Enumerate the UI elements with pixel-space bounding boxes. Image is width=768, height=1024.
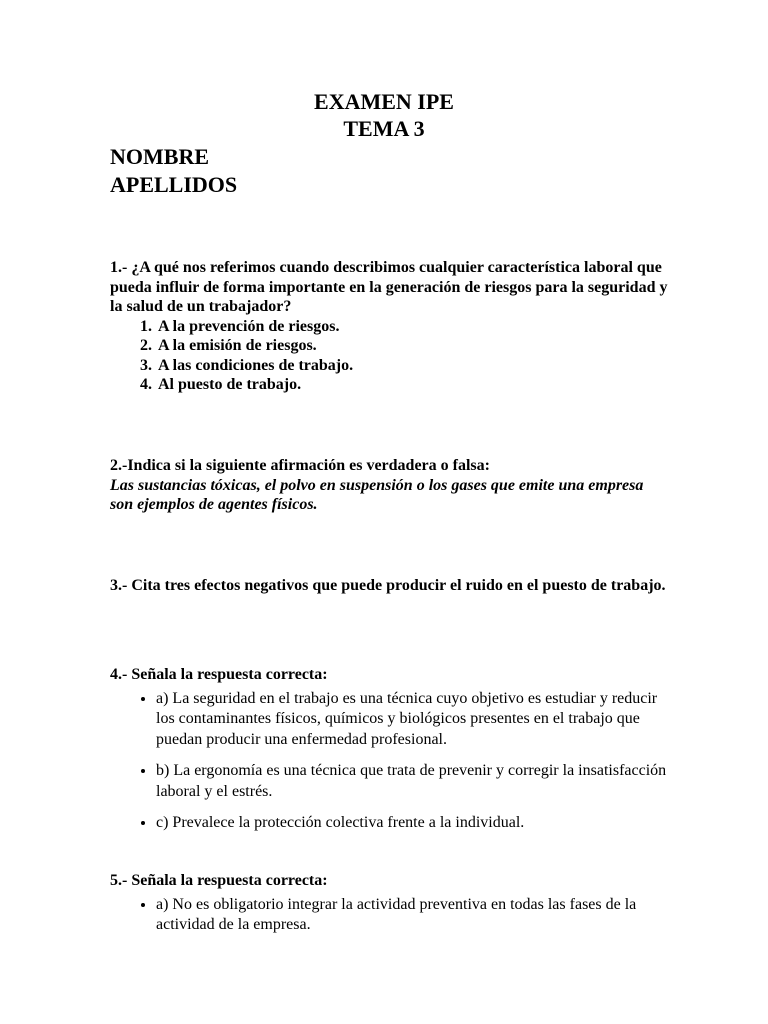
question-4-option: • a) La seguridad en el trabajo es una técnica cuyo objetivo es estudiar y reducir los contaminantes físicos, químicos y biológicos presentes en el trabajo que puedan producir una enfermedad profesional.	[156, 689, 670, 751]
question-4-options	[110, 689, 670, 834]
question-1-option: 2. A la emisión de riesgos.	[156, 336, 670, 356]
question-5-stem: 5.- Señala la respuesta correcta:	[110, 872, 328, 889]
question-1-option: 3. A las condiciones de trabajo.	[156, 356, 670, 376]
title-line-2: TEMA 3	[343, 116, 425, 141]
question-2-stem: 2.-Indica si la siguiente afirmación es verdadera o falsa:	[110, 457, 490, 474]
question-1	[110, 258, 670, 395]
apellidos-label: APELLIDOS	[110, 172, 238, 197]
exam-title	[0, 88, 768, 142]
question-5-option: • a) No es obligatorio integrar la actividad preventiva en todas las fases de la actividad de la empresa.	[156, 895, 670, 936]
question-2	[110, 456, 670, 515]
question-3	[110, 576, 670, 596]
question-1-option: 4. Al puesto de trabajo.	[156, 375, 670, 395]
nombre-label: NOMBRE	[110, 144, 209, 169]
question-3-stem: 3.- Cita tres efectos negativos que puede producir el ruido en el puesto de trabajo.	[110, 577, 666, 594]
question-5	[110, 871, 670, 947]
question-1-options	[110, 317, 670, 395]
question-1-stem: 1.- ¿A qué nos referimos cuando describimos cualquier característica laboral que pueda influir de forma importante en la generación de riesgos para la seguridad y la salud de un trabajador?	[110, 259, 668, 315]
question-2-statement: Las sustancias tóxicas, el polvo en suspensión o los gases que emite una empresa son ejemplos de agentes físicos.	[110, 476, 644, 513]
question-1-option: 1. A la prevención de riesgos.	[156, 317, 670, 337]
title-line-1: EXAMEN IPE	[314, 89, 454, 114]
question-4	[110, 665, 670, 845]
question-4-option: • b) La ergonomía es una técnica que trata de prevenir y corregir la insatisfacción laboral y el estrés.	[156, 761, 670, 802]
question-5-options	[110, 895, 670, 936]
student-fields	[110, 143, 237, 199]
question-4-stem: 4.- Señala la respuesta correcta:	[110, 666, 328, 683]
question-4-option: • c) Prevalece la protección colectiva frente a la individual.	[156, 813, 670, 834]
